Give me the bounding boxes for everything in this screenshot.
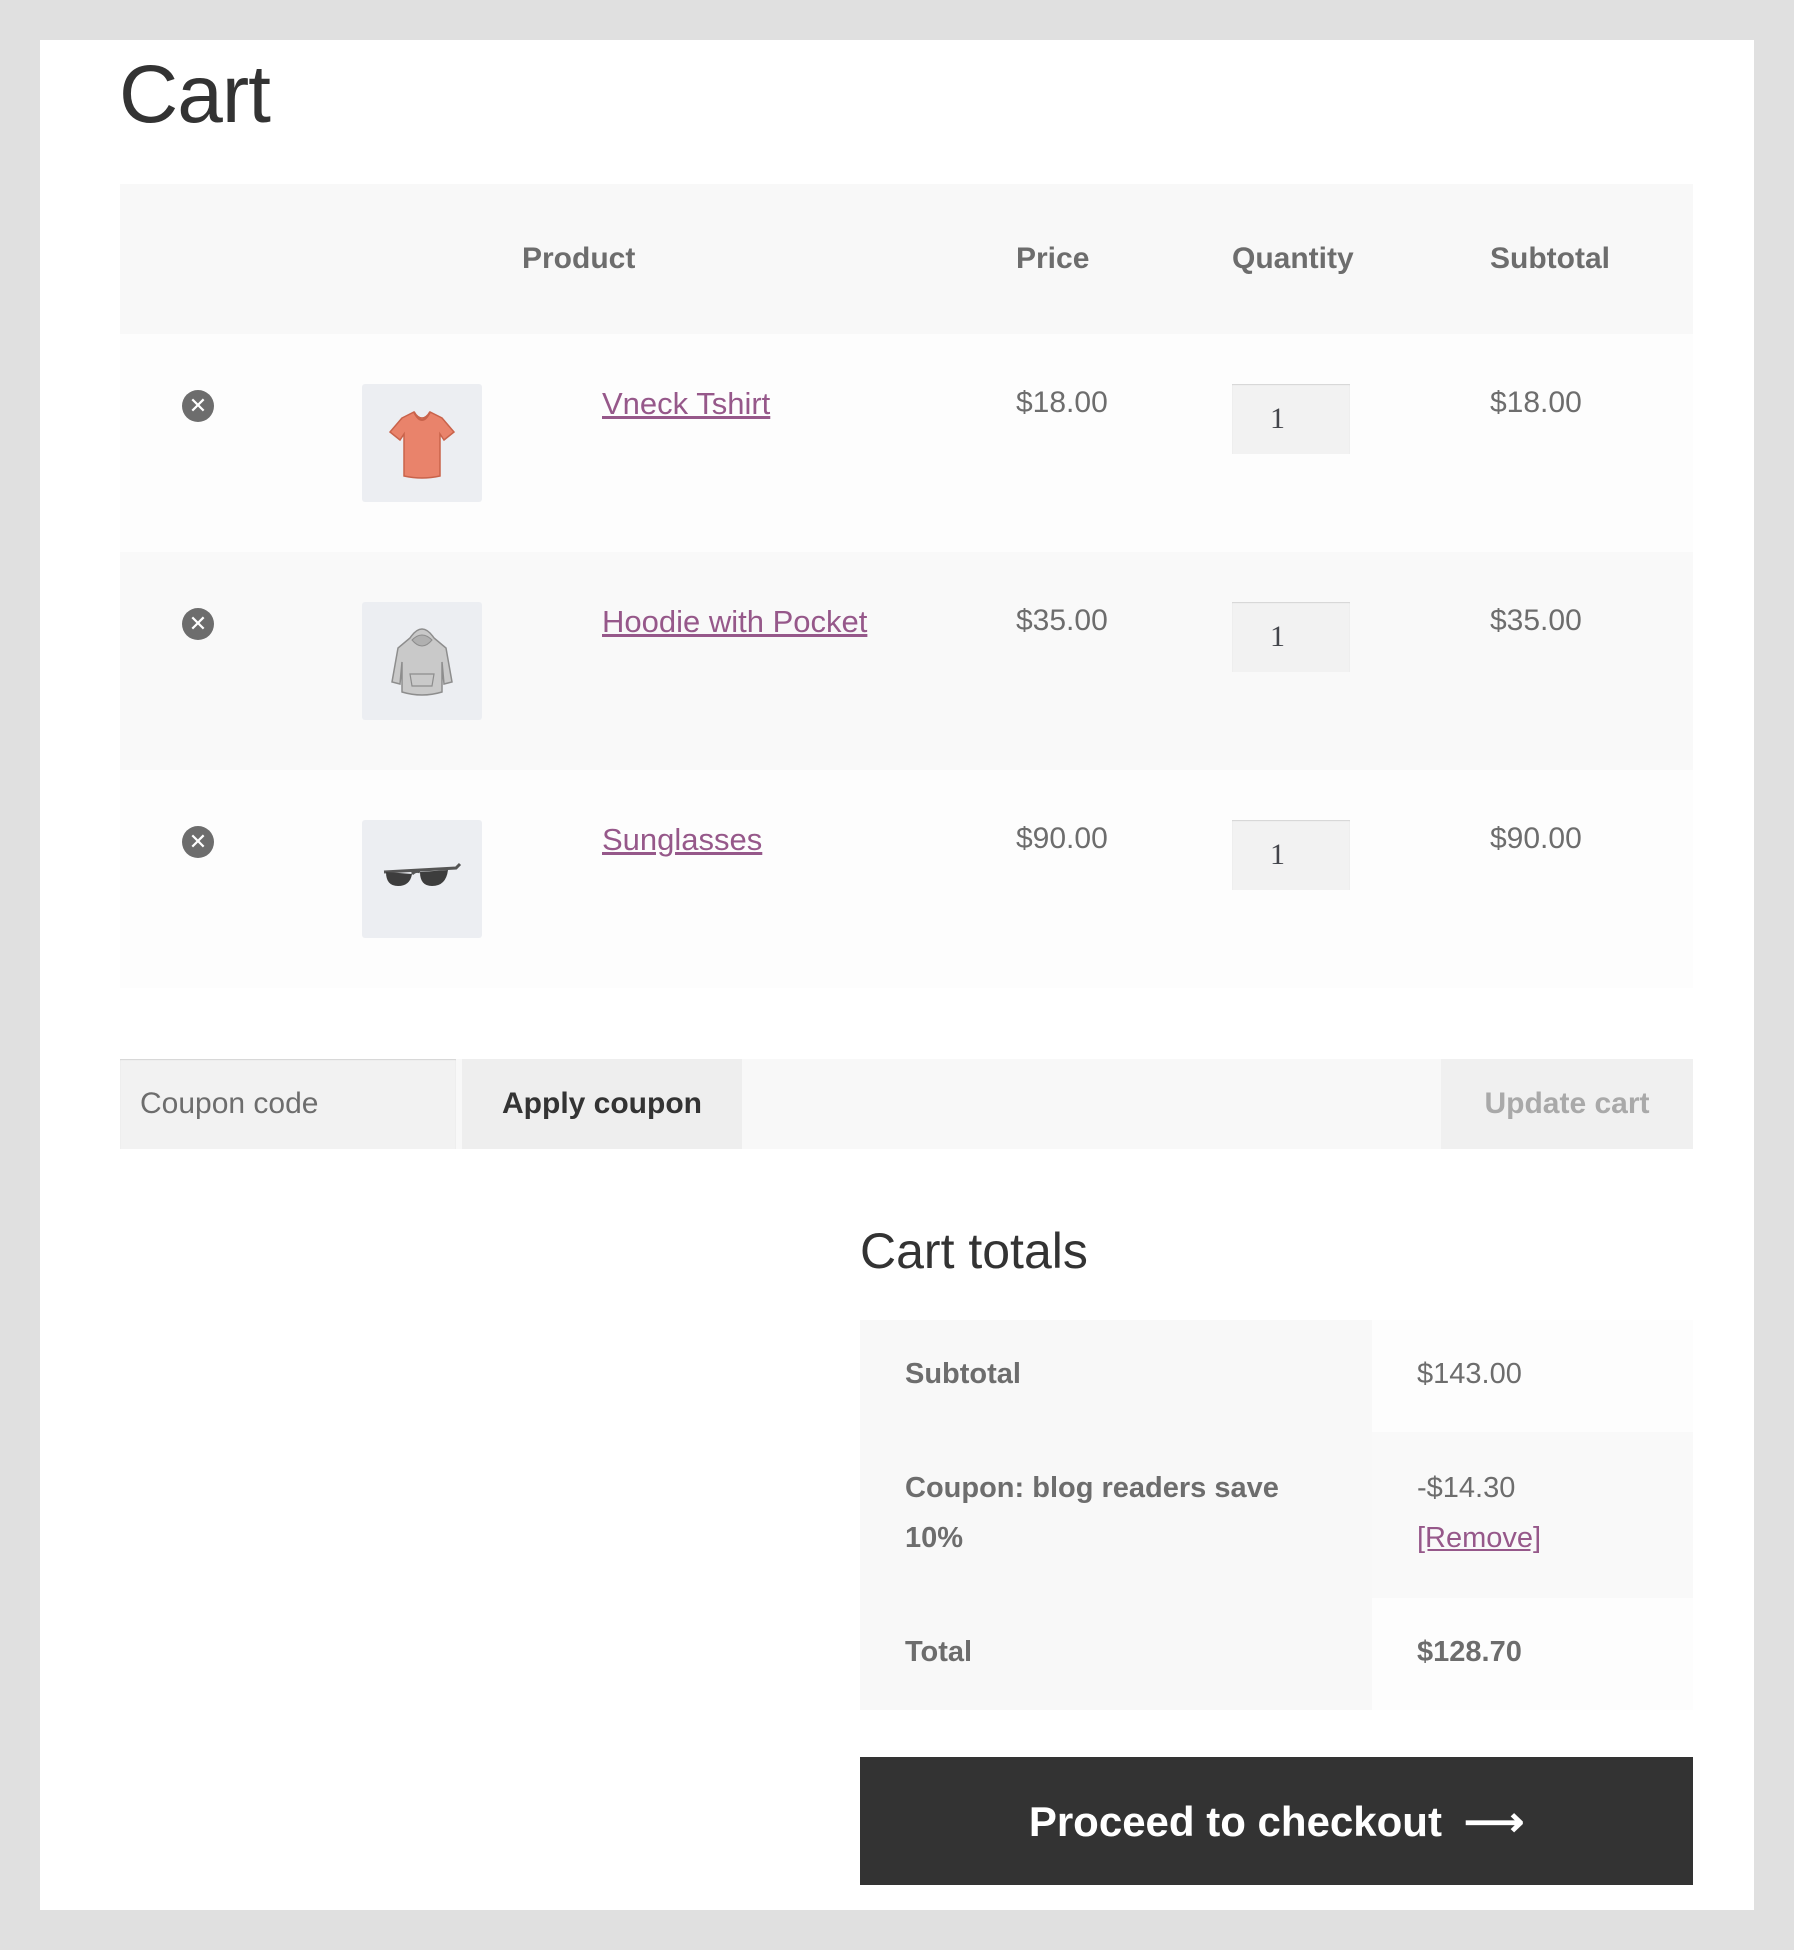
table-row	[120, 552, 1693, 770]
item-subtotal: $18.00	[1490, 386, 1582, 419]
totals-coupon-label-cell	[860, 1432, 1372, 1598]
cart-actions	[120, 1059, 1693, 1149]
item-price: $90.00	[1016, 822, 1108, 855]
hoodie-icon	[362, 602, 482, 720]
remove-circle-icon: ✕	[188, 829, 208, 854]
product-link[interactable]: Hoodie with Pocket	[602, 604, 868, 639]
checkout-label: Proceed to checkout	[1028, 1798, 1442, 1845]
product-thumbnail[interactable]	[362, 602, 482, 720]
quantity-input[interactable]	[1232, 602, 1350, 672]
header-product: Product	[522, 242, 636, 275]
totals-coupon-label-percent: 10%	[905, 1522, 964, 1554]
product-link[interactable]: Sunglasses	[602, 822, 763, 857]
remove-item-button[interactable]	[182, 608, 214, 640]
cart-page	[40, 40, 1754, 1910]
totals-total-label-cell	[860, 1598, 1372, 1710]
coupon-input[interactable]	[120, 1059, 456, 1149]
totals-total-value-cell	[1372, 1598, 1693, 1710]
remove-coupon-link[interactable]: [Remove]	[1417, 1522, 1542, 1554]
page-title: Cart	[119, 49, 270, 140]
proceed-to-checkout-button[interactable]	[860, 1757, 1693, 1885]
header-price: Price	[1016, 242, 1090, 275]
item-price: $35.00	[1016, 604, 1108, 637]
totals-total-value: $128.70	[1417, 1636, 1522, 1668]
quantity-input[interactable]	[1232, 820, 1350, 890]
remove-item-button[interactable]	[182, 390, 214, 422]
totals-coupon-value: -$14.30	[1417, 1472, 1516, 1504]
quantity-input[interactable]	[1232, 384, 1350, 454]
totals-subtotal-label-cell	[860, 1320, 1372, 1432]
remove-circle-icon: ✕	[188, 393, 208, 418]
totals-subtotal-label: Subtotal	[905, 1358, 1021, 1390]
totals-coupon-label: Coupon: blog readers save	[905, 1472, 1279, 1504]
header-quantity: Quantity	[1232, 242, 1354, 275]
tshirt-icon	[362, 384, 482, 502]
product-thumbnail[interactable]	[362, 820, 482, 938]
product-thumbnail[interactable]	[362, 384, 482, 502]
totals-subtotal-value-cell	[1372, 1320, 1693, 1432]
apply-coupon-button[interactable]: Apply coupon	[462, 1059, 742, 1149]
arrow-right-icon: ⟶	[1463, 1798, 1525, 1845]
item-subtotal: $35.00	[1490, 604, 1582, 637]
totals-total-label: Total	[905, 1636, 973, 1668]
item-price: $18.00	[1016, 386, 1108, 419]
totals-subtotal-value: $143.00	[1417, 1358, 1522, 1390]
sunglasses-icon	[362, 820, 482, 938]
totals-coupon-value-cell	[1372, 1432, 1693, 1598]
cart-totals-table	[860, 1320, 1693, 1710]
table-row	[120, 770, 1693, 988]
header-subtotal: Subtotal	[1490, 242, 1610, 275]
remove-item-button[interactable]	[182, 826, 214, 858]
item-subtotal: $90.00	[1490, 822, 1582, 855]
remove-circle-icon: ✕	[188, 611, 208, 636]
update-cart-button[interactable]: Update cart	[1441, 1059, 1693, 1149]
product-link[interactable]: Vneck Tshirt	[602, 386, 771, 421]
cart-totals-title: Cart totals	[860, 1223, 1088, 1279]
table-header	[120, 184, 1693, 334]
table-row	[120, 334, 1693, 552]
